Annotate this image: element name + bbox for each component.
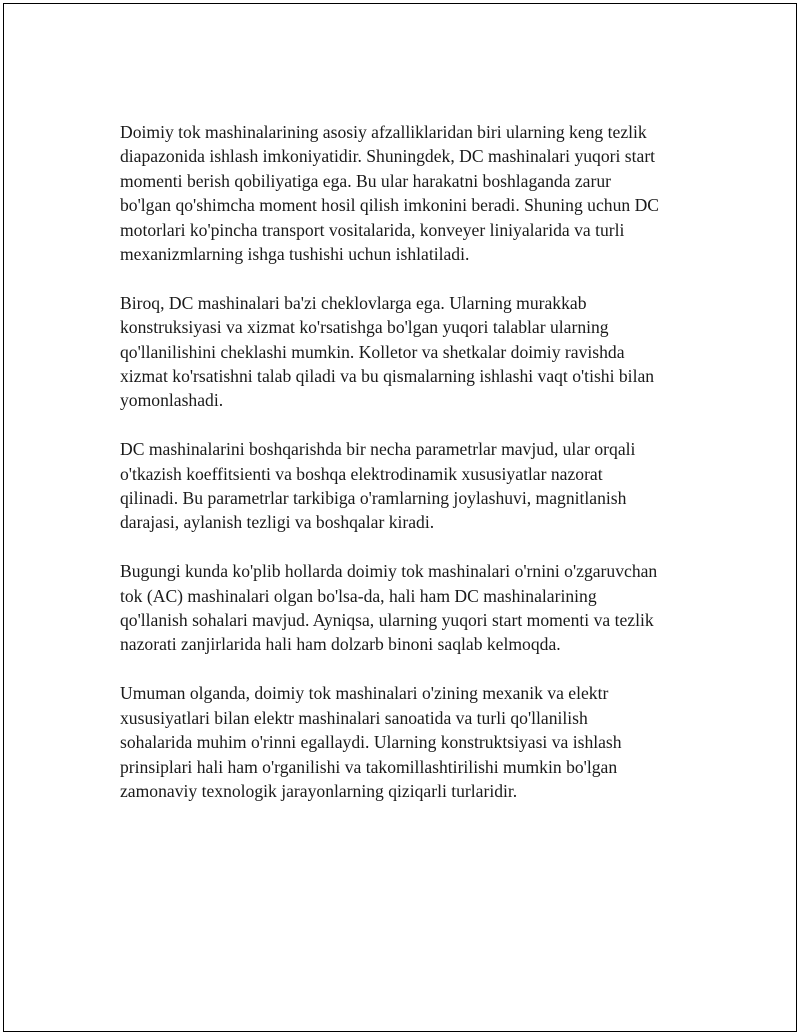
text-line: sohalarida muhim o'rinni egallaydi. Ularning konstruktsiyasi va ishlash [120,732,622,753]
text-line: nazorati zanjirlarida hali ham dolzarb binoni saqlab kelmoqda. [120,634,561,655]
text-line: tok (AC) mashinalari olgan bo'lsa-da, hali ham DC mashinalarining [120,585,597,606]
text-line: yomonlashadi. [120,390,224,411]
text-line: qilinadi. Bu parametrlar tarkibiga o'ramlarning joylashuvi, magnitlanish [120,488,627,509]
text-line: Bugungi kunda ko'plib hollarda doimiy tok mashinalari o'rnini o'zgaruvchan [120,561,658,582]
text-line: darajasi, aylanish tezligi va boshqalar kiradi. [120,512,435,533]
text-line: konstruksiyasi va xizmat ko'rsatishga bo'lgan yuqori talablar ularning [120,317,609,338]
text-line: zamonaviy texnologik jarayonlarning qiziqarli turlaridir. [120,780,518,801]
text-line: qo'llanish sohalari mavjud. Ayniqsa, ularning yuqori start momenti va tezlik [120,610,654,631]
paragraph-2 [120,291,692,413]
text-line: momenti berish qobiliyatiga ega. Bu ular harakatni boshlaganda zarur [120,170,612,191]
paragraph-1 [120,120,692,266]
text-line: mexanizmlarning ishga tushishi uchun ishlatiladi. [120,244,470,265]
text-line: motorlari ko'pincha transport vositalarida, konveyer liniyalarida va turli [120,219,625,240]
text-line: xizmat ko'rsatishni talab qiladi va bu qismalarning ishlashi vaqt o'tishi bilan [120,366,655,387]
text-line: diapazonida ishlash imkoniyatidir. Shuningdek, DC mashinalari yuqori start [120,146,656,167]
text-line: qo'llanilishini cheklashi mumkin. Kolletor va shetkalar doimiy ravishda [120,341,625,362]
text-line: Biroq, DC mashinalari ba'zi cheklovlarga ega. Ularning murakkab [120,292,587,313]
text-line: Umuman olganda, doimiy tok mashinalari o'zining mexanik va elektr [120,683,609,704]
text-line: xususiyatlari bilan elektr mashinalari sanoatida va turli qo'llanilish [120,707,588,728]
text-line: o'tkazish koeffitsienti va boshqa elektrodinamik xususiyatlar nazorat [120,463,603,484]
text-line: prinsiplari hali ham o'rganilishi va takomillashtirilishi mumkin bo'lgan [120,756,618,777]
paragraph-4 [120,559,692,657]
document-page [3,3,797,1032]
paragraph-5 [120,681,692,803]
text-line: Doimiy tok mashinalarining asosiy afzalliklaridan biri ularning keng tezlik [120,122,647,142]
document-body [120,120,692,828]
text-line: bo'lgan qo'shimcha moment hosil qilish imkonini beradi. Shuning uchun DC [120,195,660,216]
paragraph-3 [120,437,692,535]
text-line: DC mashinalarini boshqarishda bir necha parametrlar mavjud, ular orqali [120,439,636,460]
